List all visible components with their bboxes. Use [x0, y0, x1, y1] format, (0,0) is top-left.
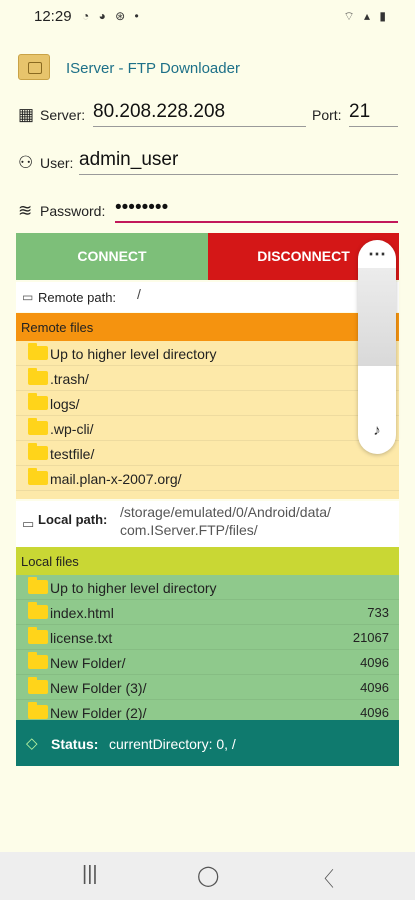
password-input[interactable]: •••••••• [115, 193, 398, 223]
local-file-item[interactable]: New Folder (3)/ 4096 [16, 675, 399, 700]
folder-icon [28, 630, 48, 644]
folder-outline-icon: ▭ [22, 516, 35, 531]
back-icon[interactable]: 〈 [314, 869, 334, 891]
folder-icon [28, 580, 48, 594]
wifi-icon: ≋ [18, 201, 33, 220]
user-input[interactable]: admin_user [79, 145, 398, 175]
user-row [18, 145, 398, 179]
password-label: Password: [40, 203, 106, 219]
local-file-item[interactable]: New Folder (2)/ 4096 [16, 700, 399, 720]
local-files-list[interactable] [16, 575, 399, 720]
remote-file-item[interactable]: logs/ [16, 391, 399, 416]
notification-icons: ◔ ◕ ⊛ • [82, 9, 142, 23]
remote-file-item[interactable]: testfile/ [16, 441, 399, 466]
folder-icon [28, 705, 48, 719]
folder-icon [28, 396, 48, 410]
folder-icon [28, 680, 48, 694]
remote-path-bar [16, 282, 399, 312]
user-icon: ⚇ [18, 153, 34, 172]
connection-buttons [16, 233, 399, 280]
system-navigation-bar [0, 852, 415, 900]
local-path-label: Local path: [38, 512, 108, 527]
remote-up-directory[interactable]: Up to higher level directory [16, 341, 399, 366]
folder-icon [28, 655, 48, 669]
folder-network-icon [18, 54, 50, 80]
remote-file-item[interactable]: .trash/ [16, 366, 399, 391]
local-up-directory[interactable]: Up to higher level directory [16, 575, 399, 600]
remote-file-item[interactable]: .wp-cli/ [16, 416, 399, 441]
folder-icon [28, 471, 48, 485]
folder-icon [28, 421, 48, 435]
status-bar [16, 720, 399, 766]
recents-icon[interactable]: ||| [82, 863, 98, 885]
remote-path-value: / [137, 286, 141, 302]
port-input[interactable]: 21 [349, 97, 398, 127]
server-label: Server: [40, 107, 86, 123]
system-status-bar [0, 0, 415, 34]
music-note-icon[interactable]: ♪ [373, 422, 381, 439]
status-value: currentDirectory: 0, / [109, 736, 236, 752]
remote-path-label: Remote path: [38, 290, 117, 305]
local-file-item[interactable]: license.txt 21067 [16, 625, 399, 650]
clock: 12:29 [34, 8, 72, 25]
port-label: Port: [312, 107, 342, 123]
file-size: 21067 [352, 630, 389, 645]
local-file-item[interactable]: New Folder/ 4096 [16, 650, 399, 675]
server-input[interactable]: 80.208.228.208 [93, 97, 306, 127]
status-label: Status: [51, 736, 99, 752]
local-files-header: Local files [16, 547, 399, 575]
local-file-item[interactable]: index.html 733 [16, 600, 399, 625]
remote-file-item[interactable]: mail.plan-x-2007.org/ [16, 466, 399, 491]
local-path-value-line2: com.IServer.FTP/files/ [120, 522, 258, 538]
user-label: User: [40, 155, 74, 171]
volume-slider[interactable] [358, 268, 396, 366]
folder-icon [28, 371, 48, 385]
local-path-bar [16, 501, 399, 547]
disconnect-button[interactable]: DISCONNECT [208, 233, 399, 280]
file-size: 4096 [360, 705, 389, 720]
folder-icon [28, 346, 48, 360]
more-options-icon[interactable]: ⋯ [368, 244, 386, 264]
remote-files-list[interactable] [16, 341, 399, 499]
signal-icon: ◇ [26, 735, 38, 752]
app-title: IServer - FTP Downloader [66, 60, 240, 77]
file-size: 4096 [360, 680, 389, 695]
file-size: 733 [367, 605, 389, 620]
floating-audio-panel[interactable] [358, 240, 396, 454]
server-row [18, 97, 398, 131]
folder-icon [28, 446, 48, 460]
remote-files-header: Remote files [16, 313, 399, 341]
local-path-value-line1: /storage/emulated/0/Android/data/ [120, 504, 331, 520]
laptop-icon: ▭ [22, 290, 34, 304]
connect-button[interactable]: CONNECT [16, 233, 208, 280]
home-icon[interactable]: ◯ [197, 865, 220, 887]
password-row [18, 193, 398, 227]
server-icon: ▦ [18, 105, 35, 124]
folder-icon [28, 605, 48, 619]
file-size: 4096 [360, 655, 389, 670]
system-indicator-icons: ⌔ ▴ ▮ [343, 9, 389, 23]
